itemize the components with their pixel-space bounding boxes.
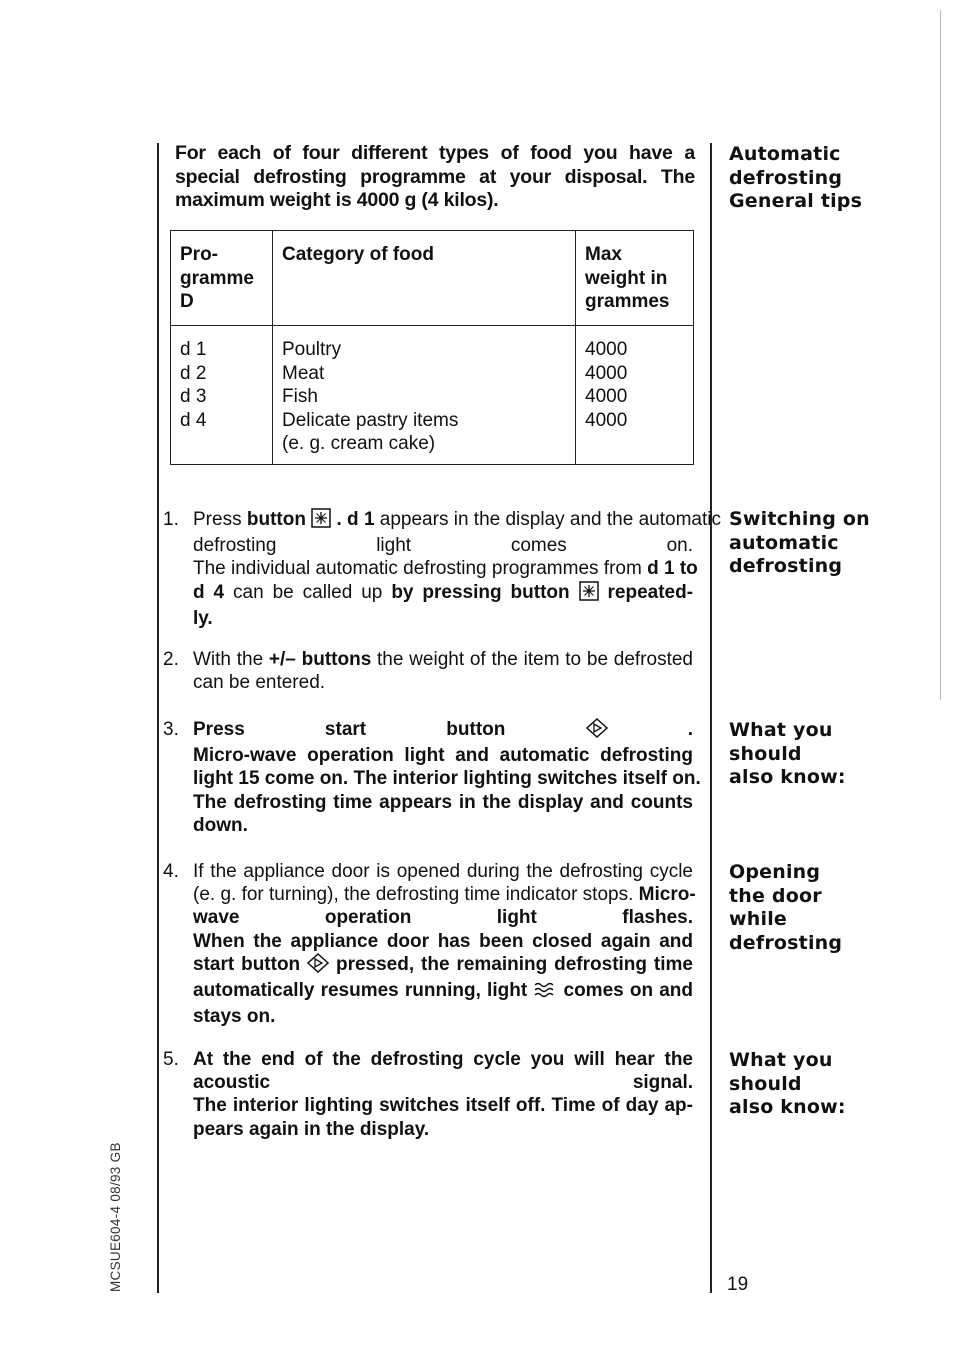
header-programme: Pro- gramme D — [171, 231, 273, 326]
step-line — [193, 744, 693, 767]
side-heading-line: also know: — [729, 766, 846, 788]
step-fragment: acoustic signal. — [193, 1072, 693, 1094]
page-number: 19 — [727, 1274, 749, 1295]
step-number: 2. — [163, 649, 179, 670]
step-fragment: Micro-wave operation light and automatic defrosting — [193, 745, 693, 767]
programme-column — [171, 326, 273, 465]
step-text — [193, 508, 721, 630]
table-cell: Poultry — [282, 339, 342, 360]
step-fragment: can be called up — [224, 581, 392, 603]
food-column — [273, 326, 576, 465]
side-heading-line: Automatic — [729, 143, 841, 165]
defrost-button-icon — [579, 581, 599, 607]
step-number: 5. — [163, 1049, 179, 1070]
side-heading-what-you-should-know-1 — [729, 719, 929, 790]
step-fragment: d 1 to — [647, 558, 698, 580]
step-line — [193, 648, 693, 671]
side-heading-line: should — [729, 742, 802, 765]
step-fragment: The defrosting time appears in the display and counts — [193, 791, 693, 813]
step-line — [193, 581, 693, 607]
intro-paragraph: For each of four different types of food you have a special defrosting programme at your disposal. The maximum weight is 4000 g (4 kilos). — [175, 142, 695, 211]
step-fragment: automatically resumes running, light — [193, 980, 528, 1002]
left-margin-rule — [157, 143, 159, 1293]
step-text — [193, 648, 693, 694]
table-body-row — [171, 326, 694, 465]
table-cell: d 1 — [180, 339, 207, 360]
column-divider-rule — [710, 143, 712, 1293]
step-fragment: . — [687, 719, 693, 740]
step-fragment: stays on. — [193, 1006, 276, 1028]
table-cell: 4000 — [585, 339, 628, 360]
step-fragment: defrosting light comes on. — [193, 535, 693, 557]
step-line — [193, 791, 693, 814]
side-heading-line: also know: — [729, 1096, 846, 1118]
step-number: 4. — [163, 861, 179, 882]
step-line — [193, 508, 721, 534]
step-fragment: down. — [193, 814, 248, 836]
step-line — [193, 883, 696, 906]
step-line — [193, 607, 693, 630]
step-line — [193, 1048, 693, 1071]
side-heading-line: defrosting — [729, 931, 843, 954]
side-heading-line: What you — [729, 1049, 833, 1071]
side-heading-switching-on — [729, 508, 929, 579]
defrost-button-icon — [311, 508, 331, 534]
step-fragment: start button — [193, 953, 301, 975]
side-heading-line: should — [729, 1072, 802, 1095]
start-button-icon — [586, 718, 608, 744]
step-line — [193, 1094, 693, 1117]
step-text — [193, 1048, 693, 1141]
side-heading-line: automatic — [729, 531, 839, 554]
start-button-icon — [307, 953, 329, 979]
document-code: MCSUE604-4 08/93 GB — [108, 1142, 123, 1292]
side-heading-general-tips — [729, 143, 929, 214]
step-fragment: the weight of the item to be defrosted — [371, 649, 693, 670]
side-heading-line: Opening — [729, 861, 821, 883]
step-number: 3. — [163, 719, 179, 740]
side-heading-line: defrosting — [729, 555, 843, 577]
step-fragment: If the appliance door is opened during the defrosting cycle — [193, 861, 693, 882]
step-fragment: At the end of the defrosting cycle you will hear the — [193, 1049, 693, 1070]
step-line — [193, 814, 693, 837]
step-number: 1. — [163, 509, 179, 530]
step-line — [193, 1005, 693, 1028]
table-cell: (e. g. cream cake) — [282, 433, 436, 454]
step-fragment: When the appliance door has been closed again and — [193, 930, 693, 952]
header-category: Category of food — [273, 231, 576, 326]
step-line — [193, 930, 693, 953]
table-cell: Fish — [282, 386, 318, 407]
step-fragment: by pressing button — [391, 581, 570, 603]
side-heading-line: the door — [729, 884, 822, 907]
header-max-weight: Max weight in grammes — [576, 231, 694, 326]
step-line — [193, 557, 698, 580]
step-fragment: With the — [193, 649, 269, 670]
step-line — [193, 671, 693, 694]
step-fragment: Micro- — [638, 884, 696, 906]
step-fragment: The individual automatic defrosting programmes from — [193, 558, 648, 580]
step-fragment: Press — [193, 509, 247, 530]
step-fragment: appears in the display and the automatic — [374, 509, 721, 530]
table-cell: 4000 — [585, 362, 628, 384]
side-heading-line: defrosting — [729, 166, 843, 189]
step-fragment: comes on and — [563, 980, 694, 1002]
table-cell: d 4 — [180, 409, 207, 431]
table-cell: d 2 — [180, 362, 207, 384]
step-text — [193, 718, 701, 837]
programme-table — [170, 230, 694, 465]
step-line — [193, 906, 693, 929]
step-fragment: Press start button — [193, 719, 506, 740]
step-fragment: . d 1 — [336, 509, 375, 530]
step-line — [193, 534, 693, 557]
side-heading-opening-door — [729, 861, 929, 955]
step-text — [193, 860, 696, 1028]
step-line — [193, 718, 693, 744]
step-fragment: wave operation light flashes. — [193, 907, 693, 929]
step-fragment: repeated- — [607, 581, 694, 603]
weight-column — [576, 326, 694, 465]
table-cell: 4000 — [585, 386, 628, 407]
step-fragment: d 4 — [193, 581, 225, 603]
step-fragment: +/– buttons — [268, 649, 372, 670]
step-line — [193, 1118, 693, 1141]
side-heading-line: Switching on — [729, 508, 870, 530]
side-heading-line: while — [729, 908, 787, 930]
step-fragment: light 15 come on. The interior lighting switches itself on. — [193, 768, 701, 790]
table-header-row — [171, 231, 694, 326]
side-heading-what-you-should-know-2 — [729, 1049, 929, 1120]
step-fragment: pressed, the remaining defrosting time — [335, 953, 693, 975]
step-fragment: ly. — [193, 607, 213, 629]
right-edge-rule — [940, 10, 941, 700]
step-fragment: pears again in the display. — [193, 1118, 430, 1140]
step-line — [193, 1071, 693, 1094]
step-line — [193, 860, 693, 883]
step-fragment: button — [246, 509, 306, 530]
table-cell: 4000 — [585, 409, 628, 431]
table-cell: d 3 — [180, 386, 207, 407]
step-fragment: (e. g. for turning), the defrosting time indicator stops. — [193, 884, 639, 906]
step-line — [193, 767, 701, 790]
table-cell: Meat — [282, 362, 325, 384]
step-line — [193, 979, 693, 1005]
side-heading-line: General tips — [729, 190, 863, 212]
step-fragment: The interior lighting switches itself off. Time of day ap- — [193, 1095, 693, 1117]
table-cell: Delicate pastry items — [282, 409, 459, 431]
step-fragment: can be entered. — [193, 672, 326, 694]
defrost-light-icon — [533, 979, 557, 1005]
step-line — [193, 953, 693, 979]
side-heading-line: What you — [729, 719, 833, 741]
